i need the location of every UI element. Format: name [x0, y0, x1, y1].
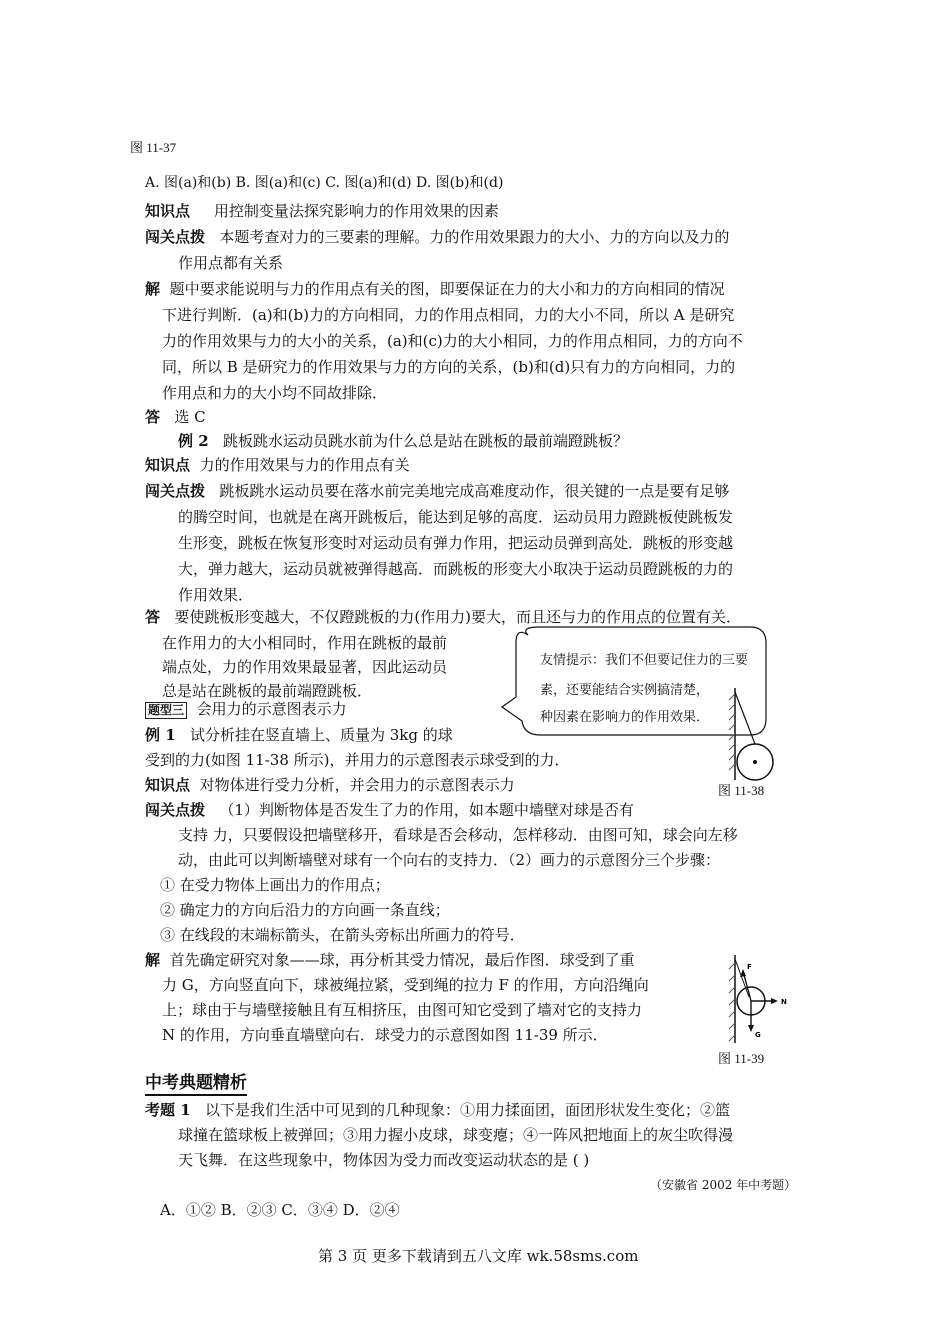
ex1-knowledge-point	[145, 772, 515, 798]
section-title: 中考典题精析	[145, 1068, 247, 1096]
text: 首先确定研究对象——球，再分析其受力情况，最后作图．球受到了重	[169, 951, 635, 969]
tip-line3: 种因素在影响力的作用效果．	[540, 710, 710, 725]
fig-11-38-caption: 图 11-38	[718, 783, 765, 798]
ex2-hint	[145, 478, 729, 504]
text: 会用力的示意图表示力	[196, 700, 347, 718]
ex1-step1: ① 在受力物体上画出力的作用点；	[160, 876, 390, 894]
label: 例 2	[178, 432, 209, 450]
fig-11-37-caption: 图 11-37	[130, 140, 177, 155]
ex2-hint-line2: 的腾空时间，也就是在离开跳板后，能达到足够的高度．运动员用力蹬跳板使跳板发	[178, 508, 734, 526]
ex1-solution	[145, 947, 635, 973]
text: 题中要求能说明与力的作用点有关的图，即要保证在力的大小和力的方向相同的情况	[169, 280, 725, 298]
kaoti1-line3: 天飞舞．在这些现象中，物体因为受力而改变运动状态的是 ( )	[178, 1151, 590, 1169]
label: 闯关点拨	[145, 482, 206, 500]
text: 试分析挂在竖直墙上、质量为 3kg 的球	[189, 726, 453, 744]
label: 例 1	[145, 726, 176, 744]
text: （1）判断物体是否发生了力的作用，如本题中墙壁对球是否有	[219, 801, 634, 819]
label-f: F	[747, 963, 752, 971]
ex1-solution-line2: 力 G，方向竖直向下，球被绳拉紧，受到绳的拉力 F 的作用，方向沿绳向	[162, 976, 649, 994]
ex2-title	[178, 428, 628, 454]
ex2-hint-line5: 作用效果．	[178, 586, 254, 604]
label: 答	[145, 408, 161, 426]
ex2-answer-line3: 端点处，力的作用效果最显著，因此运动员	[162, 658, 448, 676]
q1-solution-line3: 力的作用效果与力的大小的关系，(a)和(c)力的大小相同，力的作用点相同，力的方向不	[162, 332, 743, 350]
figure-11-38	[725, 688, 795, 783]
ex2-knowledge-point	[145, 452, 410, 478]
label: 知识点	[145, 202, 191, 220]
ex2-hint-line4: 大，弹力越大，运动员就被弹得越高．而跳板的形变大小取决于运动员蹬跳板的力的	[178, 560, 734, 578]
ex1-title	[145, 722, 453, 748]
kaoti1-options: A．①② B．②③ C．③④ D．②④	[160, 1201, 400, 1219]
q1-solution-line5: 作用点和力的大小均不同故排除．	[162, 384, 388, 402]
label: 闯关点拨	[145, 228, 206, 246]
tip-line2: 素，还要能结合实例搞清楚，	[540, 683, 710, 698]
label: 闯关点拨	[145, 801, 206, 819]
ex1-hint-line3: 动，由此可以判断墙壁对球有一个向右的支持力．（2）画力的示意图分三个步骤：	[178, 851, 721, 869]
label-n: N	[781, 998, 787, 1006]
text: 本题考查对力的三要素的理解。力的作用效果跟力的大小、力的方向以及力的	[219, 228, 730, 246]
label: 知识点	[145, 456, 191, 474]
ex2-hint-line3: 生形变，跳板在恢复形变时对运动员有弹力作用，把运动员弹到高处．跳板的形变越	[178, 534, 734, 552]
text: 对物体进行受力分析，并会用力的示意图表示力	[199, 776, 515, 794]
ex1-step3: ③ 在线段的末端标箭头，在箭头旁标出所画力的符号．	[160, 926, 525, 944]
ex1-line2: 受到的力(如图 11-38 所示)，并用力的示意图表示球受到的力．	[145, 751, 570, 769]
ex1-hint	[145, 797, 634, 823]
text: 选 C	[174, 408, 206, 426]
text: 跳板跳水运动员跳水前为什么总是站在跳板的最前端蹬跳板？	[222, 432, 628, 450]
label: 解	[145, 951, 161, 969]
text: 要使跳板形变越大，不仅蹬跳板的力(作用力)要大，而且还与力的作用点的位置有关．	[174, 608, 742, 626]
q1-knowledge-point	[145, 198, 499, 224]
label: 考题 1	[145, 1101, 191, 1119]
kaoti1	[145, 1097, 730, 1123]
q1-answer	[145, 404, 206, 430]
ex2-answer-line2: 在作用力的大小相同时，作用在跳板的最前	[162, 634, 448, 652]
text: 以下是我们生活中可见到的几种现象：①用力揉面团，面团形状发生变化；②篮	[204, 1101, 730, 1119]
label: 答	[145, 608, 161, 626]
kaoti1-source: （安徽省 2002 年中考题）	[650, 1178, 797, 1192]
text: 力的作用效果与力的作用点有关	[199, 456, 410, 474]
label: 解	[145, 280, 161, 298]
answer-options: A. 图(a)和(b) B. 图(a)和(c) C. 图(a)和(d) D. 图(b)和(d)	[145, 175, 504, 191]
fig-11-39-caption: 图 11-39	[718, 1051, 765, 1066]
text: 跳板跳水运动员要在落水前完美地完成高难度动作，很关键的一点是要有足够	[219, 482, 730, 500]
q1-solution-line4: 同，所以 B 是研究力的作用效果与力的方向的关系，(b)和(d)只有力的方向相同，力的	[162, 358, 736, 376]
q1-hint	[145, 224, 729, 250]
q1-solution	[145, 276, 725, 302]
ex1-solution-line4: N 的作用，方向垂直墙壁向右．球受力的示意图如图 11-39 所示．	[162, 1026, 608, 1044]
page-footer: 第 3 页 更多下载请到五八文库 wk.58sms.com	[318, 1247, 639, 1265]
ex2-answer-line4: 总是站在跳板的最前端蹬跳板．	[162, 682, 373, 700]
text: 用控制变量法探究影响力的作用效果的因素	[213, 202, 499, 220]
figure-11-39	[725, 955, 795, 1045]
topic3-heading	[145, 696, 347, 722]
label-g: G	[755, 1031, 761, 1039]
kaoti1-line2: 球撞在篮球板上被弹回；③用力握小皮球，球变瘪；④一阵风把地面上的灰尘吹得漫	[178, 1126, 734, 1144]
topic-tag: 题型三	[145, 702, 187, 719]
q1-hint-line2: 作用点都有关系	[178, 254, 284, 272]
q1-solution-line2: 下进行判断．(a)和(b)力的方向相同，力的作用点相同，力的大小不同，所以 A 是研究	[162, 306, 735, 324]
tip-line1: 友情提示：我们不但要记住力的三要	[540, 653, 749, 668]
ex1-solution-line3: 上；球由于与墙壁接触且有互相挤压，由图可知它受到了墙对它的支持力	[162, 1001, 643, 1019]
ex1-step2: ② 确定力的方向后沿力的方向画一条直线；	[160, 901, 450, 919]
label: 知识点	[145, 776, 191, 794]
ex1-hint-line2: 支持 力，只要假设把墙壁移开，看球是否会移动，怎样移动．由图可知，球会向左移	[178, 826, 738, 844]
